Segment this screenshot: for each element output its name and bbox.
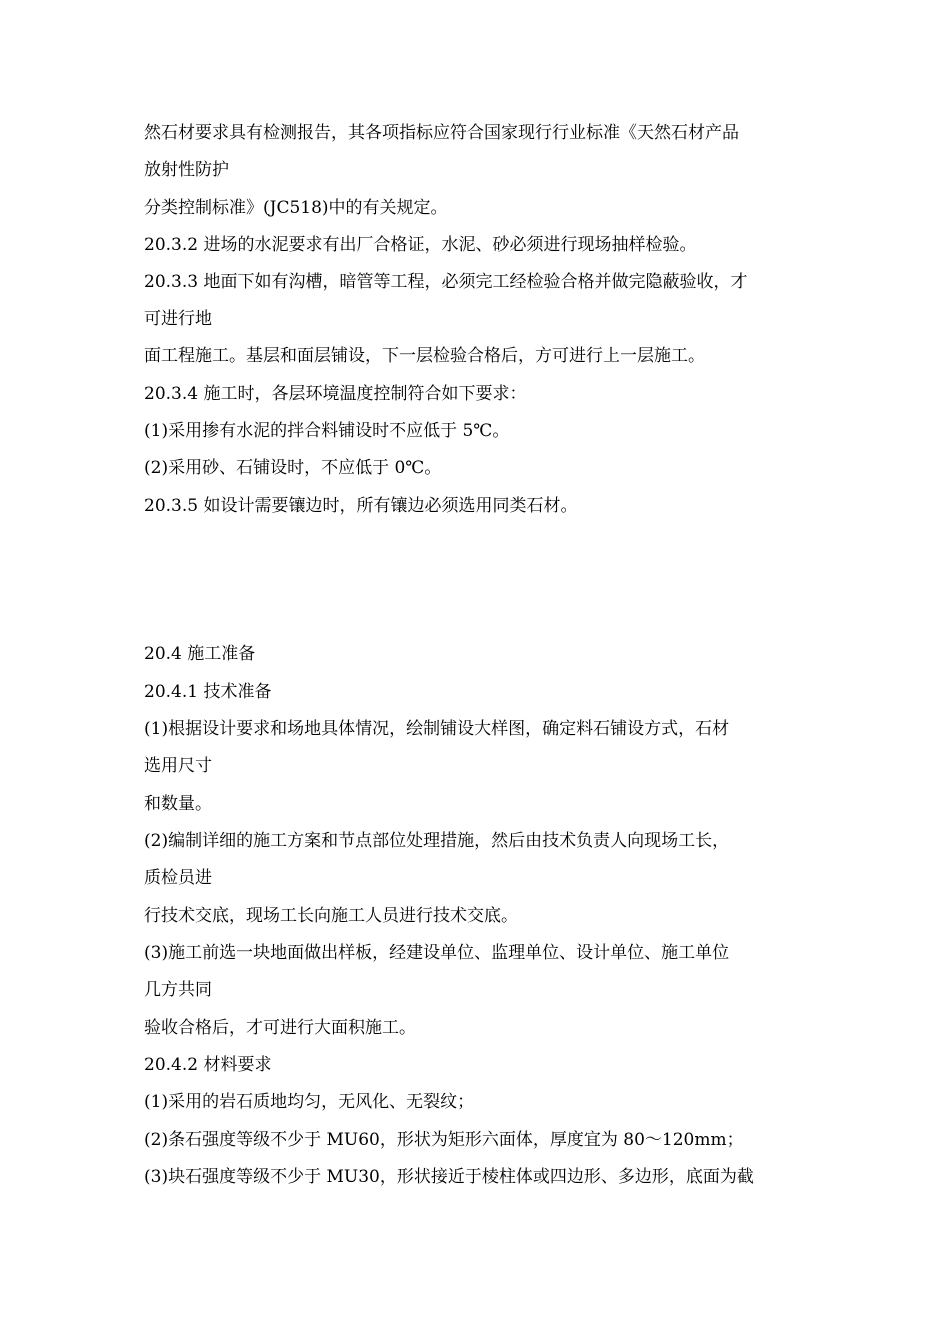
text-line: 质检员进 (144, 868, 212, 888)
text-line: 几方共同 (144, 980, 212, 1000)
section-heading: 20.3.3 地面下如有沟槽，暗管等工程，必须完工经检验合格并做完隐蔽验收，才 (144, 272, 748, 292)
text-line: 然石材要求具有检测报告，其各项指标应符合国家现行行业标准《天然石材产品 (144, 123, 739, 143)
list-item: (1)根据设计要求和场地具体情况，绘制铺设大样图，确定料石铺设方式，石材 (144, 719, 730, 739)
text-line: 和数量。 (144, 794, 212, 814)
list-item: (2)采用砂、石铺设时，不应低于 0℃。 (144, 458, 442, 478)
list-item: (1)采用的岩石质地均匀，无风化、无裂纹； (144, 1092, 475, 1112)
text-line: 放射性防护 (144, 160, 229, 180)
text-line: 可进行地 (144, 309, 212, 329)
text-line: 选用尺寸 (144, 756, 212, 776)
list-item: (2)条石强度等级不少于 MU60，形状为矩形六面体，厚度宜为 80～120mm； (144, 1130, 744, 1150)
text-line: 行技术交底，现场工长向施工人员进行技术交底。 (144, 906, 518, 926)
text-line: 面工程施工。基层和面层铺设，下一层检验合格后，方可进行上一层施工。 (144, 346, 705, 366)
section-heading: 20.3.5 如设计需要镶边时，所有镶边必须选用同类石材。 (144, 496, 578, 516)
section-heading: 20.4.2 材料要求 (144, 1055, 272, 1075)
list-item: (3)施工前选一块地面做出样板，经建设单位、监理单位、设计单位、施工单位 (144, 943, 730, 963)
section-heading: 20.3.4 施工时，各层环境温度控制符合如下要求： (144, 384, 527, 404)
section-heading: 20.4.1 技术准备 (144, 682, 272, 702)
list-item: (2)编制详细的施工方案和节点部位处理措施，然后由技术负责人向现场工长， (144, 831, 730, 851)
list-item: (1)采用掺有水泥的拌合料铺设时不应低于 5℃。 (144, 421, 510, 441)
section-heading: 20.4 施工准备 (144, 644, 256, 664)
section-heading: 20.3.2 进场的水泥要求有出厂合格证，水泥、砂必须进行现场抽样检验。 (144, 235, 697, 255)
list-item: (3)块石强度等级不少于 MU30，形状接近于棱柱体或四边形、多边形，底面为截 (144, 1167, 754, 1187)
text-line: 验收合格后，才可进行大面积施工。 (144, 1018, 416, 1038)
text-line: 分类控制标准》(JC518)中的有关规定。 (144, 198, 448, 218)
